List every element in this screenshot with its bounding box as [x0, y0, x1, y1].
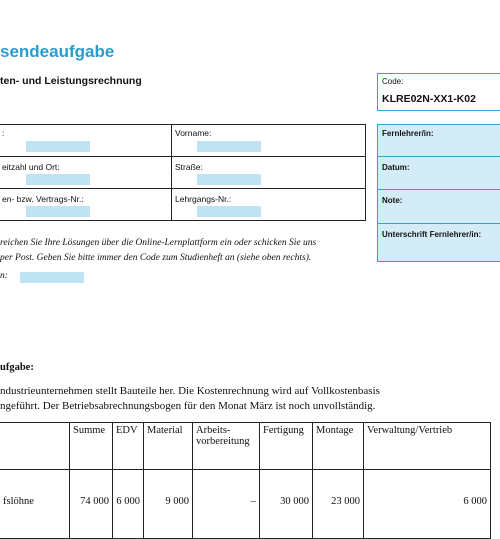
page-subtitle: ten- und Leistungsrechnung	[0, 75, 142, 87]
form-divider-row1	[0, 156, 365, 157]
vorname-field[interactable]	[197, 141, 261, 152]
cell-material: 9 000	[144, 470, 193, 539]
form-divider-vertical	[171, 125, 172, 220]
cell-fertigung: 30 000	[260, 470, 313, 539]
instructions-line1: reichen Sie Ihre Lösungen über die Online-Lernplattform ein oder schicken Sie uns	[0, 238, 317, 248]
cell-montage: 23 000	[313, 470, 364, 539]
task-heading: ufgabe:	[0, 362, 34, 373]
task-line1: ndustrieunternehmen stellt Bauteile her. Die Kostenrechnung wird auf Vollkostenbasis	[0, 385, 380, 397]
lehrgang-field[interactable]	[197, 206, 261, 217]
task-description	[0, 384, 500, 414]
header-summe: Summe	[70, 423, 113, 470]
grading-divider	[378, 156, 500, 157]
form-divider-row2	[0, 188, 365, 189]
code-label: Code:	[382, 77, 404, 86]
cell-summe: 74 000	[70, 470, 113, 539]
header-cell-blank	[0, 423, 70, 470]
cell-edv: 6 000	[113, 470, 144, 539]
task-line2: ngeführt. Der Betriebsabrechnungsbogen für den Monat März ist noch unvollständig.	[0, 400, 376, 412]
datum-label: Datum:	[382, 163, 410, 172]
plz-ort-field[interactable]	[26, 174, 90, 185]
note-label: Note:	[382, 196, 403, 205]
header-edv: EDV	[113, 423, 144, 470]
vertrag-label: en- bzw. Vertrags-Nr.:	[2, 194, 84, 204]
header-fertigung: Fertigung	[260, 423, 313, 470]
vertrag-field[interactable]	[26, 206, 90, 217]
code-box	[377, 73, 500, 111]
unterschrift-label: Unterschrift Fernlehrer/in:	[382, 230, 482, 239]
strasse-label: Straße:	[175, 162, 203, 172]
cell-verwaltung-vertrieb: 6 000	[364, 470, 491, 539]
row-label: fslöhne	[0, 470, 70, 539]
header-material: Material	[144, 423, 193, 470]
student-form	[0, 124, 366, 221]
table-row	[0, 470, 491, 539]
header-verwaltung-vertrieb: Verwaltung/Vertrieb	[364, 423, 491, 470]
instructions-line2: per Post. Geben Sie bitte immer den Code zum Studienheft an (siehe oben rechts).	[0, 253, 312, 263]
vorname-label: Vorname:	[175, 128, 212, 138]
name-label: :	[2, 128, 5, 138]
grading-divider	[378, 189, 500, 190]
code-value: KLRE02N-XX1-K02	[382, 93, 476, 105]
cell-arbeitsvorbereitung: –	[193, 470, 260, 539]
submission-instructions	[0, 236, 370, 266]
plz-ort-label: eitzahl und Ort:	[2, 162, 60, 172]
header-montage: Montage	[313, 423, 364, 470]
fernlehrer-label: Fernlehrer/in:	[382, 129, 434, 138]
grading-divider	[378, 223, 500, 224]
grading-box	[377, 124, 500, 262]
page-title: sendeaufgabe	[0, 42, 115, 61]
name-field[interactable]	[26, 141, 90, 152]
signature-name-label: n:	[0, 271, 8, 281]
signature-name-field[interactable]	[20, 272, 84, 283]
table-header-row	[0, 423, 491, 470]
lehrgang-label: Lehrgangs-Nr.:	[175, 194, 232, 204]
header-arbeitsvorbereitung: Arbeits- vorbereitung	[193, 423, 260, 470]
strasse-field[interactable]	[197, 174, 261, 185]
bab-table	[0, 422, 491, 539]
